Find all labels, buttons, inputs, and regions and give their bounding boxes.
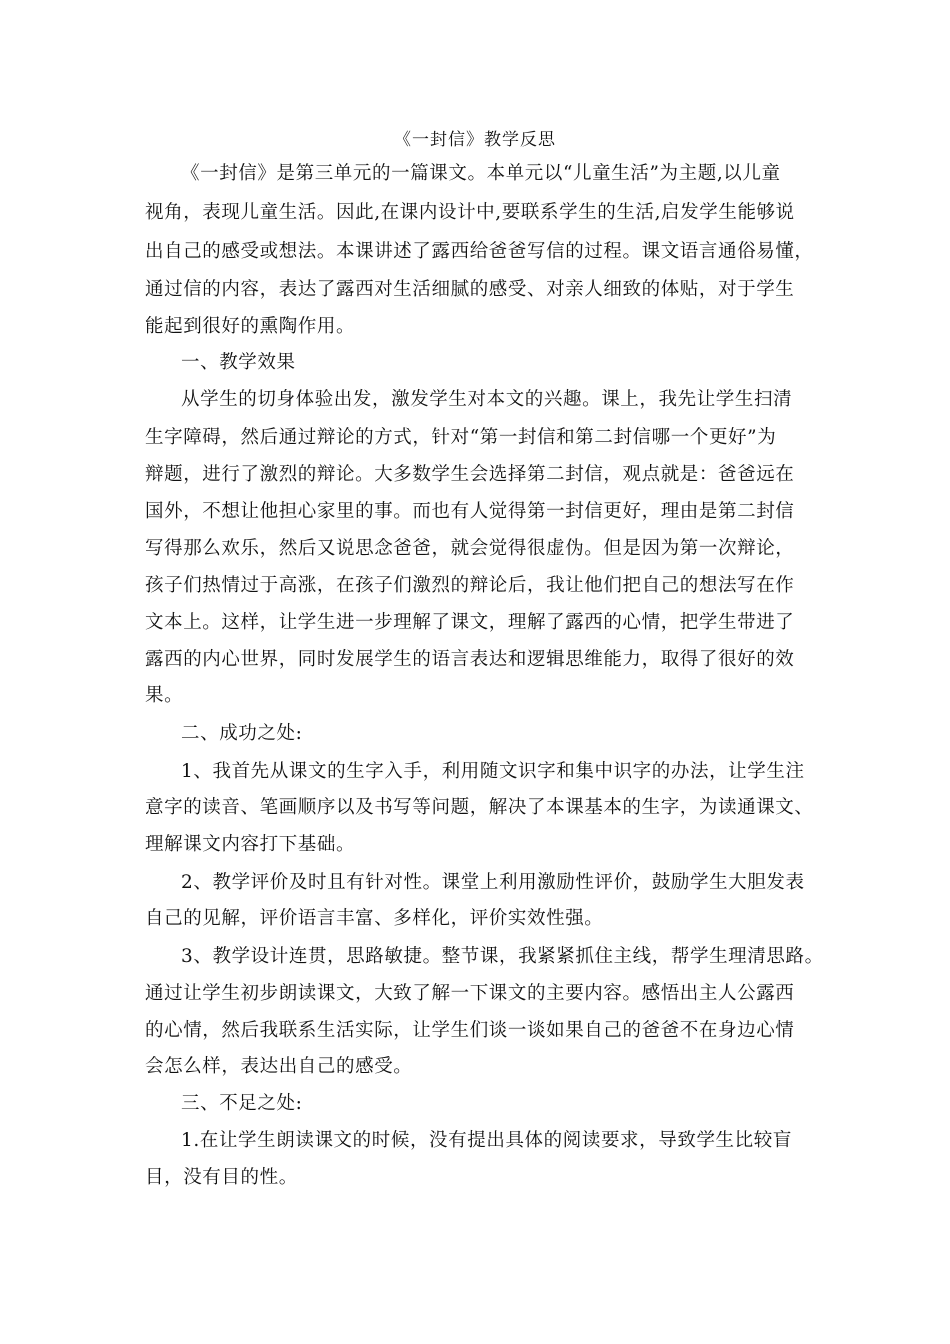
text-line: 会怎么样，表达出自己的感受。 <box>145 1056 413 1077</box>
text-line: 的心情，然后我联系生活实际，让学生们谈一谈如果自己的爸爸不在身边心情 <box>145 1020 795 1041</box>
text-line: 理解课文内容打下基础。 <box>145 834 356 855</box>
text-line: 3、教学设计连贯，思路敏捷。整节课，我紧紧抓住主线，帮学生理清思路。 <box>181 946 824 967</box>
text-line: 能起到很好的熏陶作用。 <box>145 316 356 337</box>
text-line: 《一封信》是第三单元的一篇课文。本单元以“儿童生活”为主题,以儿童 <box>181 163 781 184</box>
text-line: 果。 <box>145 685 184 706</box>
text-line: 出自己的感受或想法。本课讲述了露西给爸爸写信的过程。课文语言通俗易懂， <box>145 241 814 262</box>
text-line: 国外，不想让他担心家里的事。而也有人觉得第一封信更好，理由是第二封信 <box>145 501 795 522</box>
text-line: 露西的内心世界，同时发展学生的语言表达和逻辑思维能力，取得了很好的效 <box>145 649 795 670</box>
text-line: 1、我首先从课文的生字入手，利用随文识字和集中识字的办法，让学生注 <box>181 761 805 782</box>
document-title: 《一封信》教学反思 <box>394 130 556 150</box>
section-heading: 三、不足之处: <box>181 1093 303 1114</box>
section-heading: 二、成功之处: <box>181 723 303 744</box>
text-line: 通过让学生初步朗读课文，大致了解一下课文的主要内容。感悟出主人公露西 <box>145 983 795 1004</box>
text-line: 孩子们热情过于高涨，在孩子们激烈的辩论后，我让他们把自己的想法写在作 <box>145 575 795 596</box>
text-line: 2、教学评价及时且有针对性。课堂上利用激励性评价，鼓励学生大胆发表 <box>181 872 805 893</box>
text-line: 1.在让学生朗读课文的时候，没有提出具体的阅读要求，导致学生比较盲 <box>181 1130 792 1151</box>
section-heading: 一、教学效果 <box>181 352 296 373</box>
text-line: 意字的读音、笔画顺序以及书写等问题，解决了本课基本的生字，为读通课文、 <box>145 797 814 818</box>
text-line: 通过信的内容，表达了露西对生活细腻的感受、对亲人细致的体贴，对于学生 <box>145 279 795 300</box>
text-line: 生字障碍，然后通过辩论的方式，针对“第一封信和第二封信哪一个更好”为 <box>145 427 777 448</box>
text-line: 辩题，进行了激烈的辩论。大多数学生会选择第二封信，观点就是：爸爸远在 <box>145 464 795 485</box>
text-line: 视角，表现儿童生活。因此,在课内设计中,要联系学生的生活,启发学生能够说 <box>145 202 795 223</box>
text-line: 写得那么欢乐，然后又说思念爸爸，就会觉得很虚伪。但是因为第一次辩论， <box>145 538 795 559</box>
text-line: 目，没有目的性。 <box>145 1167 298 1188</box>
text-line: 从学生的切身体验出发，激发学生对本文的兴趣。课上，我先让学生扫清 <box>181 389 793 410</box>
text-line: 文本上。这样，让学生进一步理解了课文，理解了露西的心情，把学生带进了 <box>145 612 795 633</box>
text-line: 自己的见解，评价语言丰富、多样化，评价实效性强。 <box>145 908 604 929</box>
